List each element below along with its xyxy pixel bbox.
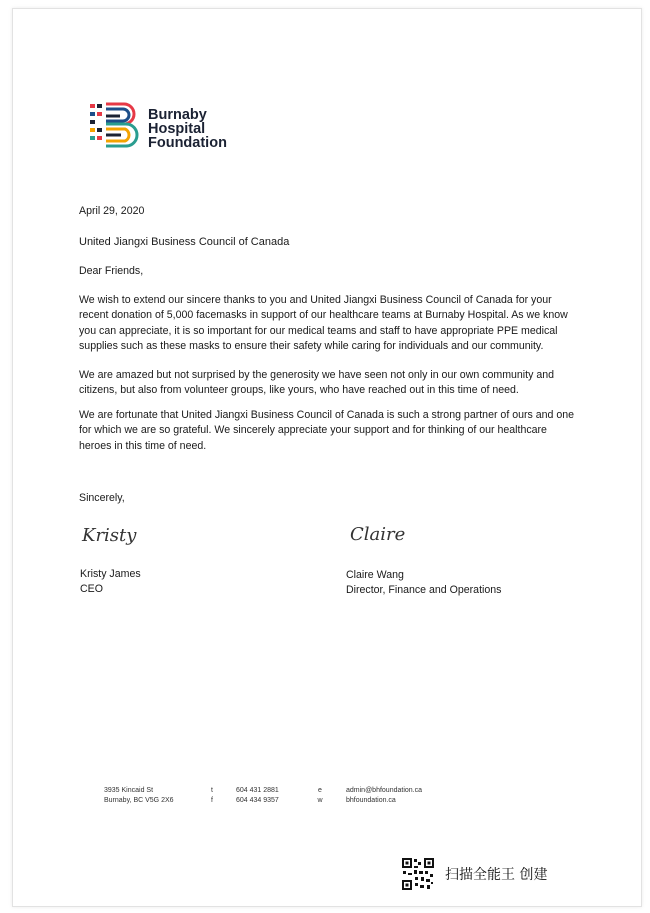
phone-label-f: f xyxy=(211,797,213,804)
email-link[interactable]: admin@bhfoundation.ca xyxy=(346,787,422,794)
signature-kristy: Kristy xyxy=(82,525,137,546)
signatory-2-name: Claire Wang xyxy=(346,569,404,581)
body-paragraph-1: We wish to extend our sincere thanks to you and United Jiangxi Business Council of Canada for your recent donation of 5,000 facemasks in support of our healthcare teams at Burnaby Hospital. As we know you can appreciate, it is so important for our medical teams and staff to have appropriate PPE medical supplies such as these masks to ensure their safety while caring for individuals and our community. xyxy=(79,294,568,353)
phone-label-t: t xyxy=(211,787,213,794)
signatory-1 xyxy=(80,567,141,597)
body-paragraph-2: We are amazed but not surprised by the generosity we have seen not only in our own community and citizens, but also from volunteer groups, like yours, who have reached out in this time of need. xyxy=(79,369,555,397)
contact-label-e: e xyxy=(318,787,322,794)
fax-number: 604 434 9357 xyxy=(236,797,279,804)
signatory-2 xyxy=(346,568,501,598)
phone-labels xyxy=(208,786,216,806)
logo-line-3: Foundation xyxy=(148,135,227,151)
logo-line-1: Burnaby xyxy=(148,107,207,123)
signature-claire: Claire xyxy=(350,524,406,545)
foundation-logo xyxy=(88,98,248,158)
body-paragraph-3: We are fortunate that United Jiangxi Business Council of Canada is such a strong partner of ours and one for which we are so grateful. We sincerely appreciate your support and for thinking of our healthcare heroes in this time of need. xyxy=(79,409,575,452)
qr-code-icon xyxy=(401,857,435,891)
footer-address xyxy=(104,786,174,806)
contact-label-w: w xyxy=(317,797,323,804)
footer-contact xyxy=(346,786,422,806)
signatory-2-title: Director, Finance and Operations xyxy=(346,584,502,596)
logo-line-2: Hospital xyxy=(148,121,206,137)
scanner-watermark xyxy=(401,856,547,892)
signatory-1-title: CEO xyxy=(80,583,103,595)
foundation-name xyxy=(148,108,227,150)
website-link[interactable]: bhfoundation.ca xyxy=(346,797,396,804)
scanner-text: 扫描全能王 创建 xyxy=(445,867,548,883)
salutation: Dear Friends, xyxy=(79,265,144,277)
signatory-1-name: Kristy James xyxy=(80,568,141,580)
foundation-logo-icon xyxy=(88,100,144,156)
closing: Sincerely, xyxy=(79,492,125,504)
address-line-1: 3935 Kincaid St xyxy=(104,787,154,794)
phone-number: 604 431 2881 xyxy=(236,787,279,794)
address-line-2: Burnaby, BC V5G 2X6 xyxy=(104,797,174,804)
recipient: United Jiangxi Business Council of Canada xyxy=(79,236,290,248)
letter-date: April 29, 2020 xyxy=(79,205,145,217)
contact-labels xyxy=(316,786,324,806)
footer-phones xyxy=(236,786,279,806)
